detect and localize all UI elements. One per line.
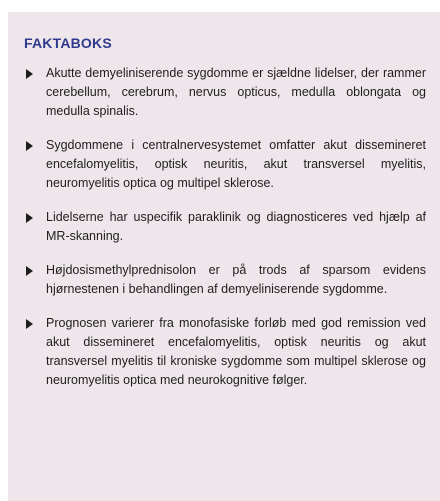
list-item: [24, 64, 426, 121]
list-item-text: Højdosismethylprednisolon er på trods af sparsom evidens hjørnestenen i behandlingen af demyeliniserende sygdomme.: [46, 263, 426, 296]
list-item-text: Sygdommene i centralnervesystemet omfatter akut dissemineret encefalomyelitis, optisk neuritis, akut transversel myelitis, neuromyelitis optica og multipel sklerose.: [46, 138, 426, 190]
factbox-list: [24, 64, 426, 390]
triangle-bullet-icon: [26, 213, 33, 223]
list-item: [24, 136, 426, 193]
list-item: [24, 208, 426, 246]
triangle-bullet-icon: [26, 141, 33, 151]
list-item-text: Lidelserne har uspecifik paraklinik og diagnosticeres ved hjælp af MR-skanning.: [46, 210, 426, 243]
triangle-bullet-icon: [26, 69, 33, 79]
factbox: [8, 12, 440, 501]
triangle-bullet-icon: [26, 266, 33, 276]
list-item-text: Prognosen varierer fra monofasiske forløb med god remission ved akut dissemineret encefalomyelitis, optisk neuritis og akut transversel myelitis til kroniske sygdomme som multipel sklerose og neuromyelitis optica med neurokognitive følger.: [46, 316, 426, 387]
list-item: [24, 261, 426, 299]
list-item-text: Akutte demyeliniserende sygdomme er sjældne lidelser, der rammer cerebellum, cerebrum, nervus opticus, medulla oblongata og medulla spinalis.: [46, 66, 426, 118]
list-item: [24, 314, 426, 390]
triangle-bullet-icon: [26, 319, 33, 329]
factbox-title: FAKTABOKS: [24, 35, 112, 51]
